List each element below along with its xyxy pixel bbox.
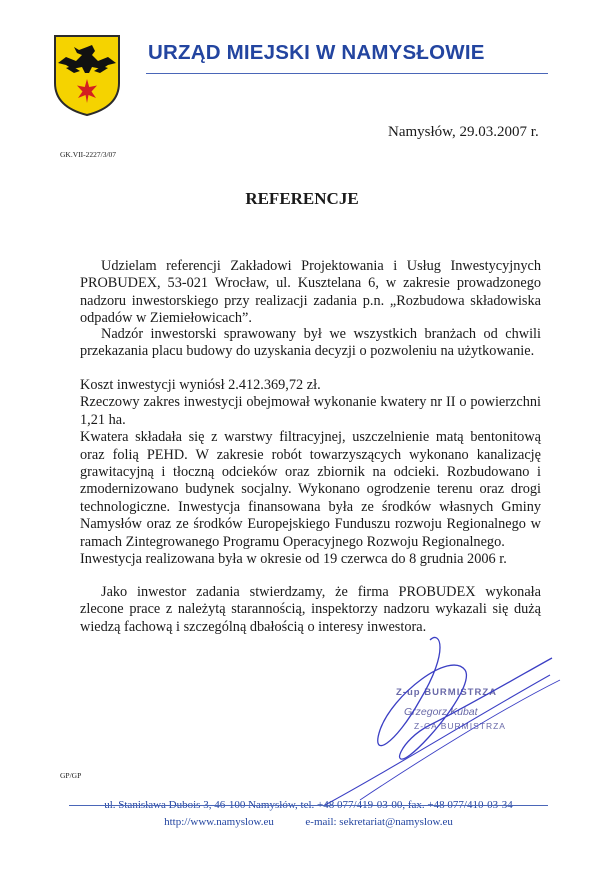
footer-divider — [69, 805, 548, 806]
footer-address: ul. Stanisława Dubois 3, 46-100 Namysłów, tel. +48 077/419-03-00, fax. +48 077/410-03-34 — [104, 799, 513, 811]
stamp-position: Z-CA BURMISTRZA — [414, 721, 506, 731]
investment-period: Inwestycja realizowana była w okresie od 19 czerwca do 8 grudnia 2006 r. — [80, 551, 507, 568]
website-link[interactable]: http://www.namyslow.eu — [164, 816, 274, 828]
paragraph-conclusion: Jako inwestor zadania stwierdzamy, że firma PROBUDEX wykonała zlecone prace z należytą starannością, inspektorzy nadzoru wykazali się dużą wiedzą fachową i szczególną dbałością o interesy inwestora. — [80, 584, 541, 635]
document-title: REFERENCJE — [245, 189, 359, 208]
stamp-title: Z-up BURMISTRZA — [396, 687, 498, 698]
stamp-name: Grzegorz Kubat — [404, 706, 478, 718]
footer-contacts — [69, 816, 548, 828]
investment-scope: Rzeczowy zakres inwestycji obejmował wykonanie kwatery nr II o powierzchni 1,21 ha. — [80, 394, 541, 428]
letter-date: Namysłów, 29.03.2007 r. — [388, 124, 539, 140]
paragraph-supervision: Nadzór inwestorski sprawowany był we wszystkich branżach od chwili przekazania placu budowy do uzyskania decyzji o pozwoleniu na użytkowanie. — [80, 326, 541, 360]
paragraph-investment-details — [80, 377, 541, 568]
investment-cost: Koszt inwestycji wyniósł 2.412.369,72 zł. — [80, 377, 321, 393]
header-divider — [146, 73, 548, 74]
office-name: URZĄD MIEJSKI W NAMYSŁOWIE — [148, 41, 485, 64]
author-initials: GP/GP — [60, 771, 82, 780]
investment-works: Kwatera składała się z warstwy filtracyjnej, uszczelnienie matą bentonitową oraz folią PEHD. W zakresie robót towarzyszących wykonano kanalizację grawitacyjną i tłoczną odcieków oraz zbiornik na odcieki. Rozbudowano i zmodernizowano budynek socjalny. Wykonano ogrodzenie terenu oraz drogi technologiczne. Inwestycja finansowana była ze środków własnych Gminy Namysłów oraz ze środków Europejskiego Funduszu rozwoju Regionalnego w ramach Zintegrowanego Programu Operacyjnego Rozwoju Regionalnego. — [80, 429, 541, 550]
paragraph-recommendation: Udzielam referencji Zakładowi Projektowania i Usług Inwestycyjnych PROBUDEX, 53-021 Wrocław, ul. Kusztelana 6, w zakresie prowadzonego nadzoru inwestorskiego przy realizacji zadania p.n. „Rozbudowa składowiska odpadów w Ziemiełowicach”. — [80, 258, 541, 327]
email-link[interactable]: e-mail: sekretariat@namyslow.eu — [305, 816, 453, 828]
eagle-star-crest-icon — [52, 33, 122, 117]
reference-number: GK.VII-2227/3/07 — [60, 150, 117, 159]
